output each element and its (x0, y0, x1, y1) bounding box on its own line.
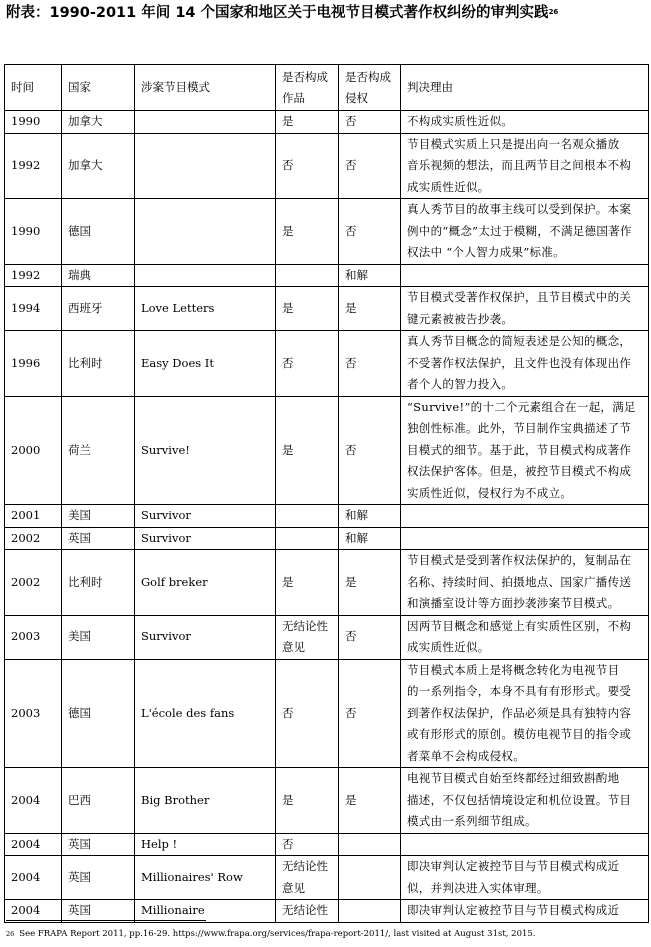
cell-infringe (339, 900, 401, 923)
cell-is-work: 是 (276, 768, 339, 834)
reason-line: 因两节目概念和感觉上有实质性区别，不构 (407, 618, 632, 633)
header-is-work: 是否构成作品 (276, 65, 339, 111)
reason-line: 节目模式本质上是将概念转化为电视节目 (407, 662, 620, 677)
cell-is-work: 是 (276, 396, 339, 505)
cell-format: L'école des fans (135, 659, 276, 768)
table-row (5, 287, 649, 331)
cell-is-work: 否 (276, 833, 339, 856)
cell-time: 2004 (5, 900, 62, 923)
reason-line: 真人秀节目概念的简短表述是公知的概念， (407, 334, 632, 348)
reason-line: 音乐视频的想法，而且两节目之间根本不构 (407, 158, 632, 172)
cell-infringe (339, 833, 401, 856)
reason-line: 名称、持续时间、拍摄地点、国家广播传送 (407, 574, 632, 589)
cell-infringe (339, 856, 401, 900)
cell-format (135, 111, 276, 134)
cell-country: 荷兰 (62, 396, 135, 505)
reason-line: 独创性标准。此外，节目制作宝典描述了节 (407, 421, 632, 435)
reason-line: 模式由一系列细节组成。 (407, 814, 537, 828)
cell-format: Golf breker (135, 550, 276, 616)
reason-line: 不受著作权法保护，且文件也没有体现出作 (407, 355, 632, 370)
reason-line: 例中的“概念”太过于模糊，不满足德国著作 (407, 223, 632, 238)
cell-time: 2004 (5, 768, 62, 834)
reason-line: 成实质性近似。 (407, 640, 490, 654)
cell-reason (401, 768, 649, 834)
cell-is-work: 是 (276, 287, 339, 331)
cell-time: 1990 (5, 111, 62, 134)
reason-line: 键元素被被告抄袭。 (407, 311, 514, 326)
cell-country: 瑞典 (62, 264, 135, 287)
cell-format: Help ! (135, 833, 276, 856)
cell-format: Survivor (135, 615, 276, 659)
cell-is-work (276, 527, 339, 550)
reason-line: 不构成实质性近似。 (407, 114, 514, 128)
cell-reason (401, 264, 649, 287)
cell-reason (401, 133, 649, 199)
cell-country: 比利时 (62, 331, 135, 397)
cell-infringe: 是 (339, 287, 401, 331)
table-row (5, 768, 649, 834)
cell-is-work: 是 (276, 199, 339, 265)
cell-infringe: 否 (339, 331, 401, 397)
cell-time: 2000 (5, 396, 62, 505)
reason-line: 实质性近似，侵权行为不成立。 (407, 485, 573, 500)
cell-time: 1994 (5, 287, 62, 331)
footnote-number: 26 (6, 930, 15, 938)
table-row (5, 833, 649, 856)
reason-line: 或有形形式的原创。模仿电视节目的指令或 (407, 727, 632, 741)
table-row (5, 199, 649, 265)
cell-reason (401, 287, 649, 331)
reason-line: 节目模式实质上只是提出向一名观众播放 (407, 136, 620, 151)
reason-line: 到著作权法保护，作品必须是具有独特内容 (407, 705, 632, 720)
cell-format: Big Brother (135, 768, 276, 834)
table-header (5, 65, 649, 111)
cell-infringe: 和解 (339, 527, 401, 550)
footnote-divider (6, 920, 206, 921)
cell-infringe: 否 (339, 396, 401, 505)
cell-reason (401, 856, 649, 900)
cell-time: 1996 (5, 331, 62, 397)
cell-country: 德国 (62, 199, 135, 265)
cell-reason (401, 900, 649, 923)
cell-format (135, 199, 276, 265)
cell-time: 2003 (5, 659, 62, 768)
cell-country: 美国 (62, 615, 135, 659)
reason-line: 似，并判决进入实体审理。 (407, 880, 549, 895)
page-title (6, 3, 558, 23)
reason-line: 真人秀节目的故事主线可以受到保护。本案 (407, 202, 632, 216)
table-row (5, 505, 649, 528)
cell-reason (401, 659, 649, 768)
reason-line: 节目模式是受到著作权法保护的，复制品在 (407, 553, 632, 567)
cell-country: 英国 (62, 900, 135, 923)
cell-time: 2002 (5, 527, 62, 550)
table-row (5, 659, 649, 768)
cell-format (135, 133, 276, 199)
cell-infringe: 是 (339, 550, 401, 616)
page-title-text: 附表：1990-2011 年间 14 个国家和地区关于电视节目模式著作权纠纷的审判实践 (6, 5, 549, 21)
footnote-text: See FRAPA Report 2011, pp.16-29. https://www.frapa.org/services/frapa-report-2011/, last visited at August 31st, 2015. (19, 929, 536, 939)
reason-line: 权法中 “个人智力成果”标准。 (407, 245, 565, 259)
cell-country: 英国 (62, 833, 135, 856)
cell-reason (401, 527, 649, 550)
cell-time: 2003 (5, 615, 62, 659)
cell-infringe: 和解 (339, 505, 401, 528)
cell-format: Millionaires' Row (135, 856, 276, 900)
cell-format: Survivor (135, 505, 276, 528)
footnote-reference: 26 (548, 8, 559, 16)
cell-infringe: 否 (339, 615, 401, 659)
cell-format: Survivor (135, 527, 276, 550)
cell-infringe: 和解 (339, 264, 401, 287)
cell-reason (401, 199, 649, 265)
table-row (5, 527, 649, 550)
cell-is-work (276, 264, 339, 287)
table-row (5, 111, 649, 134)
reason-line: 电视节目模式自始至终都经过细致斟酌地 (407, 771, 620, 785)
reason-line: 即决审判认定被控节目与节目模式构成近 (407, 859, 620, 873)
cell-country: 加拿大 (62, 133, 135, 199)
cell-infringe: 否 (339, 659, 401, 768)
cell-reason (401, 505, 649, 528)
cell-reason (401, 615, 649, 659)
cell-format: Easy Does It (135, 331, 276, 397)
cell-reason (401, 833, 649, 856)
cell-country: 德国 (62, 659, 135, 768)
cell-infringe: 是 (339, 768, 401, 834)
header-reason: 判决理由 (401, 65, 649, 111)
reason-line: 权法保护客体。但是，被控节目模式不构成 (407, 464, 632, 478)
verdict-table (4, 64, 649, 923)
table-row (5, 550, 649, 616)
cell-time: 1992 (5, 133, 62, 199)
reason-line: 成实质性近似。 (407, 179, 490, 194)
cell-infringe: 否 (339, 111, 401, 134)
header-format: 涉案节目模式 (135, 65, 276, 111)
cell-country: 西班牙 (62, 287, 135, 331)
table-body (5, 111, 649, 923)
cell-reason (401, 331, 649, 397)
cell-infringe: 否 (339, 199, 401, 265)
cell-country: 英国 (62, 527, 135, 550)
reason-line: “Survive!”的十二个元素组合在一起，满足 (407, 399, 636, 414)
cell-time: 2004 (5, 833, 62, 856)
cell-format (135, 264, 276, 287)
footnote (6, 928, 536, 940)
header-row (5, 65, 649, 111)
cell-time: 1992 (5, 264, 62, 287)
reason-line: 目模式的细节。基于此，节目模式构成著作 (407, 442, 632, 457)
cell-reason (401, 396, 649, 505)
cell-country: 巴西 (62, 768, 135, 834)
reason-line: 描述，不仅包括情境设定和机位设置。节目 (407, 792, 632, 807)
cell-is-work: 无结论性意见 (276, 615, 339, 659)
reason-line: 节目模式受著作权保护，且节目模式中的关 (407, 290, 632, 304)
header-country: 国家 (62, 65, 135, 111)
table-row (5, 331, 649, 397)
table-row (5, 264, 649, 287)
reason-line: 的一系列指令，本身不具有有形形式。要受 (407, 684, 632, 698)
cell-country: 英国 (62, 856, 135, 900)
cell-is-work: 是 (276, 550, 339, 616)
header-time: 时间 (5, 65, 62, 111)
cell-is-work: 无结论性 (276, 900, 339, 923)
cell-time: 1990 (5, 199, 62, 265)
cell-is-work: 否 (276, 659, 339, 768)
cell-time: 2001 (5, 505, 62, 528)
cell-country: 比利时 (62, 550, 135, 616)
cell-country: 加拿大 (62, 111, 135, 134)
cell-time: 2002 (5, 550, 62, 616)
table-row (5, 133, 649, 199)
cell-is-work: 是 (276, 111, 339, 134)
cell-reason (401, 550, 649, 616)
cell-format: Survive! (135, 396, 276, 505)
cell-country: 美国 (62, 505, 135, 528)
cell-is-work: 否 (276, 133, 339, 199)
table-row (5, 396, 649, 505)
cell-is-work: 无结论性意见 (276, 856, 339, 900)
reason-line: 即决审判认定被控节目与节目模式构成近 (407, 903, 620, 917)
cell-is-work (276, 505, 339, 528)
cell-is-work: 否 (276, 331, 339, 397)
reason-line: 者个人的智力投入。 (407, 377, 514, 391)
header-infringe: 是否构成侵权 (339, 65, 401, 111)
cell-infringe: 否 (339, 133, 401, 199)
cell-time: 2004 (5, 856, 62, 900)
table-row (5, 900, 649, 923)
table-row (5, 615, 649, 659)
cell-reason (401, 111, 649, 134)
reason-line: 和演播室设计等方面抄袭涉案节目模式。 (407, 596, 620, 610)
cell-format: Millionaire (135, 900, 276, 923)
table-row (5, 856, 649, 900)
reason-line: 者菜单不会构成侵权。 (407, 748, 525, 763)
cell-format: Love Letters (135, 287, 276, 331)
